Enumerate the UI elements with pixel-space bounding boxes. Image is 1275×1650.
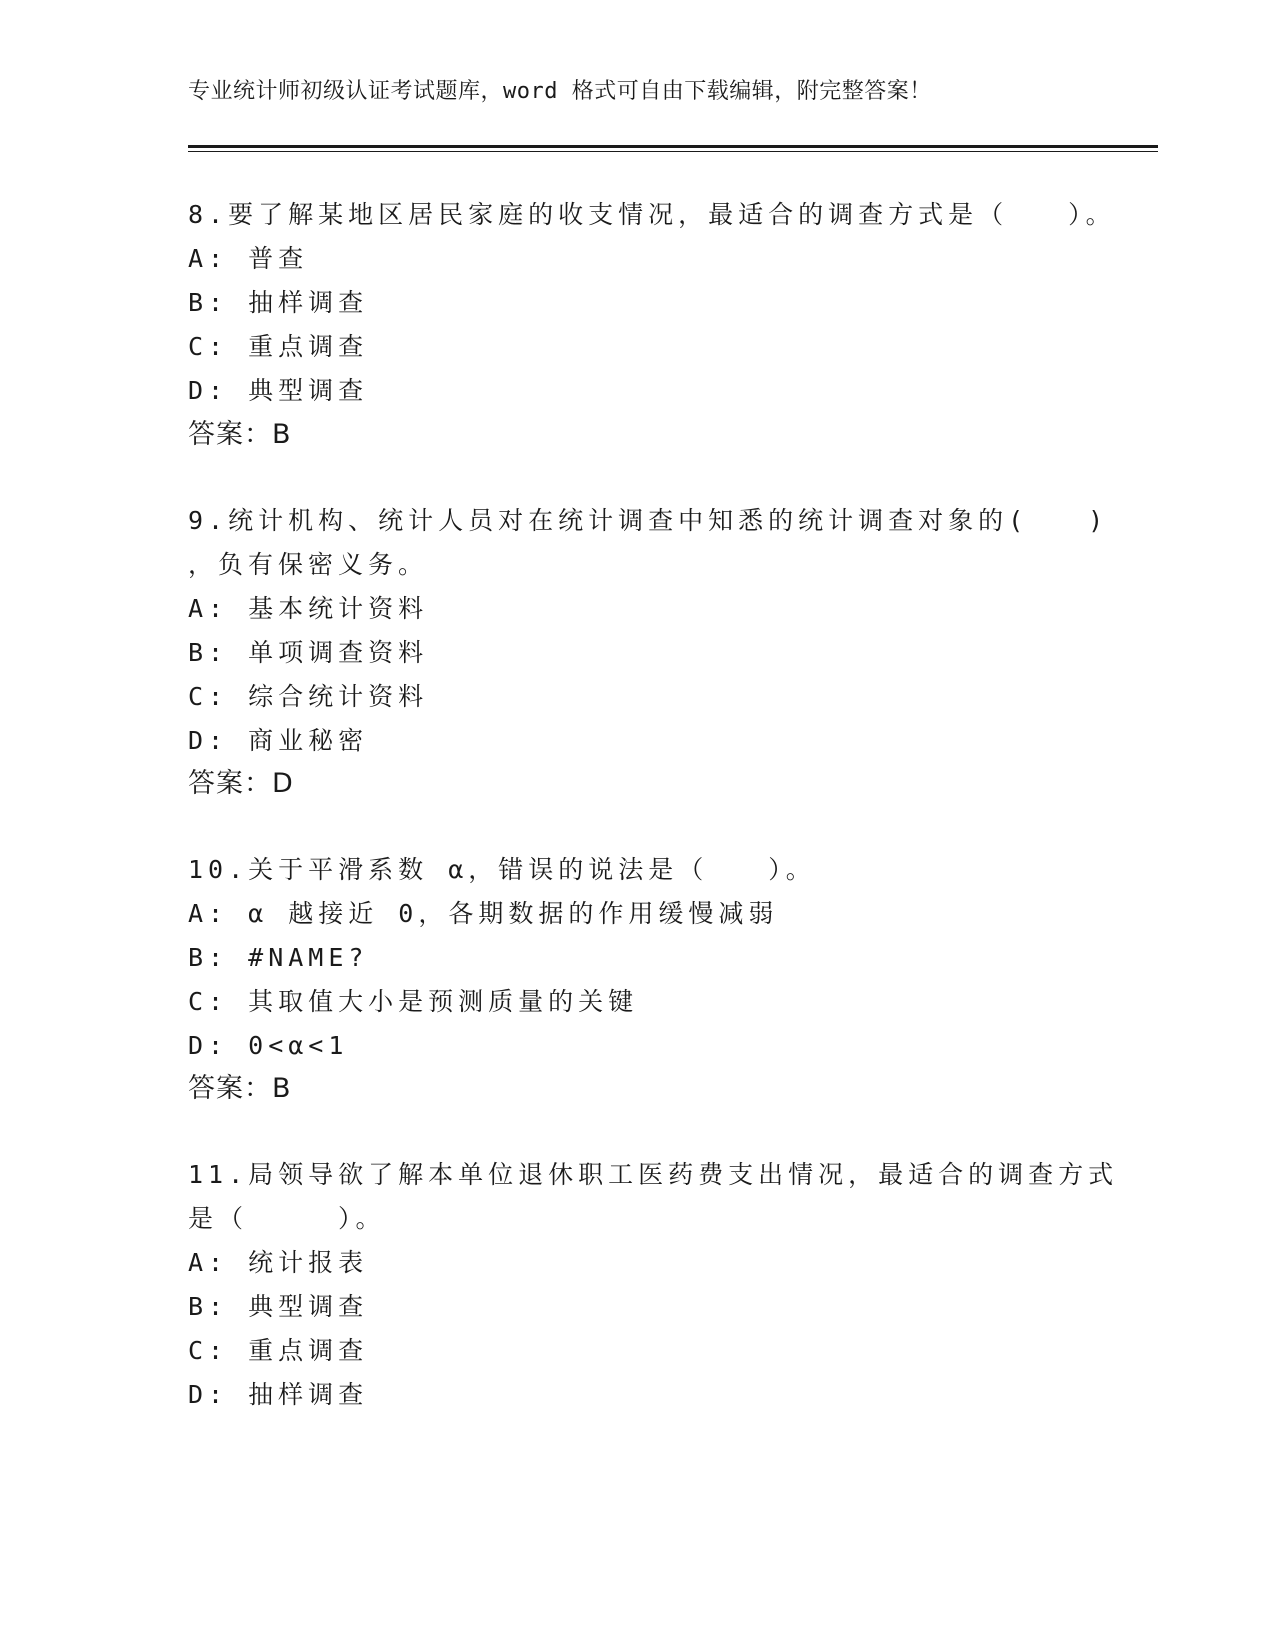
question-11-stem-line-1: 11.局领导欲了解本单位退休职工医药费支出情况，最适合的调查方式 xyxy=(188,1160,1119,1189)
question-9-option-a: A: 基本统计资料 xyxy=(188,594,429,623)
question-9-answer: 答案：D xyxy=(188,768,294,799)
question-8-option-c: C: 重点调查 xyxy=(188,332,369,361)
header-rule-thick xyxy=(188,145,1158,148)
page-header: 专业统计师初级认证考试题库，word 格式可自由下载编辑，附完整答案！ xyxy=(188,79,932,104)
question-10-answer: 答案：B xyxy=(188,1073,292,1104)
question-10-option-b: B: #NAME? xyxy=(188,943,369,972)
question-8-option-b: B: 抽样调查 xyxy=(188,288,369,317)
question-8-answer: 答案：B xyxy=(188,419,292,450)
question-11-stem-line-2: 是（ ）。 xyxy=(188,1204,386,1233)
question-9-stem-line-1: 9.统计机构、统计人员对在统计调查中知悉的统计调查对象的( ) xyxy=(188,506,1109,535)
question-8-option-d: D: 典型调查 xyxy=(188,376,369,405)
question-11-option-a: A: 统计报表 xyxy=(188,1248,369,1277)
question-10-stem: 10.关于平滑系数 α，错误的说法是（ ）。 xyxy=(188,855,816,884)
question-8-stem: 8.要了解某地区居民家庭的收支情况，最适合的调查方式是（ ）。 xyxy=(188,200,1116,229)
question-9-option-d: D: 商业秘密 xyxy=(188,726,369,755)
question-9-option-b: B: 单项调查资料 xyxy=(188,638,429,667)
question-8-option-a: A: 普查 xyxy=(188,244,309,273)
header-rule-thin xyxy=(188,151,1158,152)
question-9-option-c: C: 综合统计资料 xyxy=(188,682,429,711)
question-10-option-c: C: 其取值大小是预测质量的关键 xyxy=(188,987,639,1016)
question-11-option-c: C: 重点调查 xyxy=(188,1336,369,1365)
question-9-stem-line-2: ，负有保密义务。 xyxy=(188,550,429,579)
question-11-option-b: B: 典型调查 xyxy=(188,1292,369,1321)
question-11-option-d: D: 抽样调查 xyxy=(188,1380,369,1409)
question-10-option-d: D: 0<α<1 xyxy=(188,1031,349,1060)
question-10-option-a: A: α 越接近 0，各期数据的作用缓慢减弱 xyxy=(188,899,779,928)
